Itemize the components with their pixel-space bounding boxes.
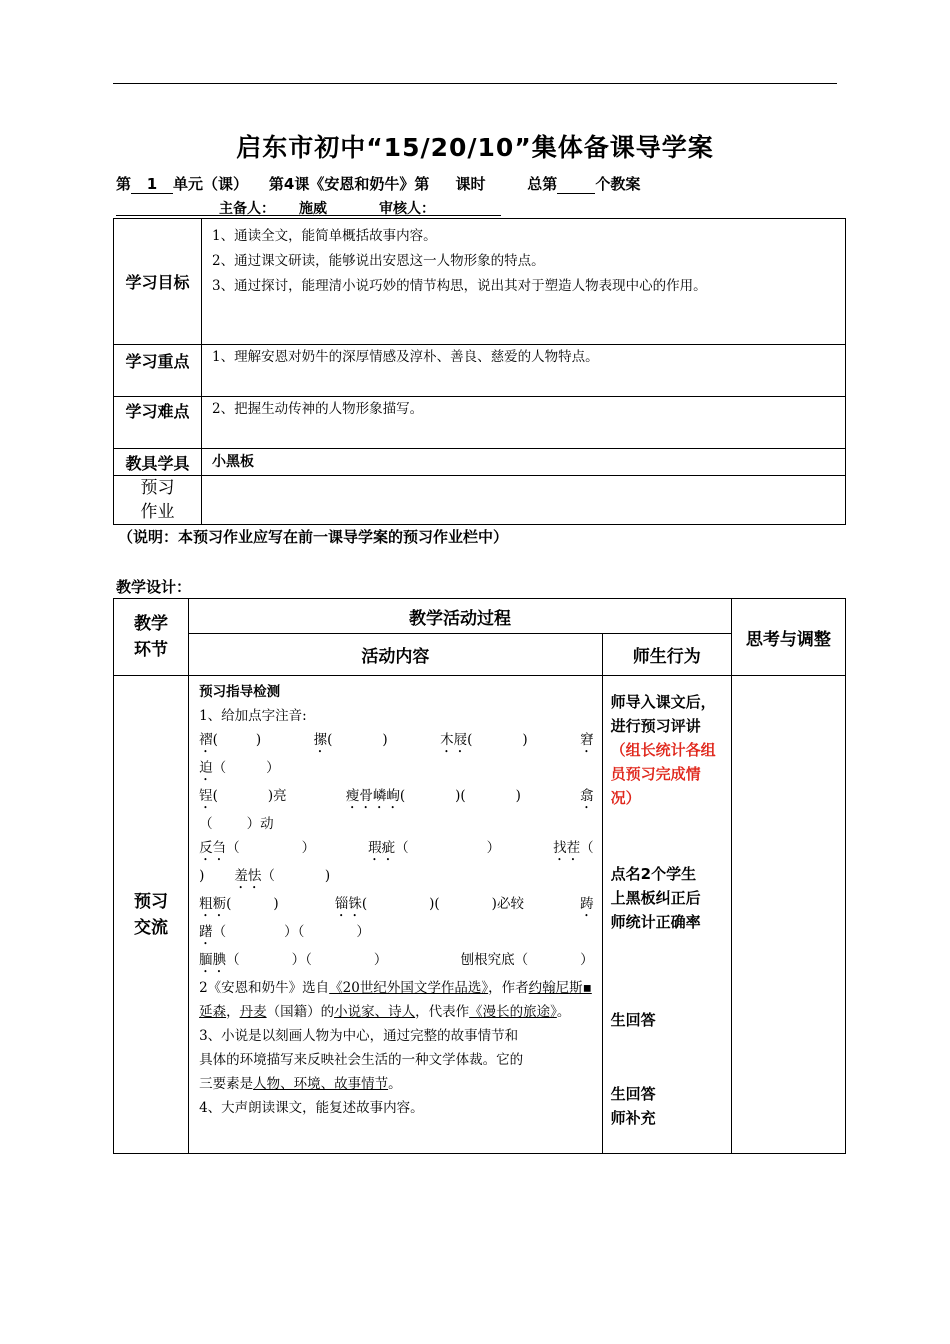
behavior-header: 师生行为 xyxy=(602,634,731,676)
q1-line: 锃( )亮 瘦骨嶙峋( )( ) 翕 xyxy=(199,788,594,804)
behavior-cell: 师导入课文后， 进行预习评讲 （组长统计各组 员预习完成情 况） 点名2个学生 上黑板纠正后 师统计正确率 生回答 生回答 师补充 xyxy=(602,676,731,1154)
reviewer-label: 审核人： xyxy=(379,201,435,217)
stage-line: 预习 xyxy=(134,891,169,912)
page-title: 启东市初中“15/20/10”集体备课导学案 xyxy=(236,133,714,162)
objectives-table xyxy=(113,218,846,525)
reflect-header: 思考与调整 xyxy=(731,599,845,676)
process-header: 教学活动过程 xyxy=(189,599,732,634)
goal-item: 1、通读全文，能简单概括故事内容。 xyxy=(212,228,437,244)
goal-item: 3、通过探讨，能理清小说巧妙的情节构思，说出其对于塑造人物表现中心的作用。 xyxy=(212,278,707,294)
difficulty-label: 学习难点 xyxy=(114,397,202,449)
preparer-label: 主备人： xyxy=(219,201,275,217)
stage-header-line: 环节 xyxy=(134,640,169,660)
q3-line: 具体的环境描写来反映社会生活的一种文学体裁。它的 xyxy=(199,1052,524,1068)
content-header: 活动内容 xyxy=(189,634,603,676)
tools-label: 教具学具 xyxy=(114,449,202,476)
section-title: 预习指导检测 xyxy=(199,684,281,700)
q1-title: 1、给加点字注音: xyxy=(199,708,307,724)
q1-line: 腼腆（ ）（ ） 刨根究底（ ） xyxy=(199,952,594,968)
preview-label-line: 作业 xyxy=(140,502,175,522)
preparer-name: 施威 xyxy=(299,201,327,217)
tools-text: 小黑板 xyxy=(202,449,846,476)
q1-line: 褶( ) 摞( ) 木屐( ) 窘 xyxy=(199,732,594,748)
total-prefix: 总第 xyxy=(527,175,558,193)
note-text: （说明：本预习作业应写在前一课导学案的预习作业栏中） xyxy=(118,528,509,546)
q1-line: 反刍（ ） 瑕疵（ ） 找茬（ xyxy=(199,840,594,856)
difficulty-text: 2、把握生动传神的人物形象描写。 xyxy=(202,397,846,449)
preview-content xyxy=(202,476,846,525)
q1-line: 躇（ ）（ ） xyxy=(199,924,370,940)
preview-label-line: 预习 xyxy=(140,478,175,498)
goals-cell xyxy=(202,219,846,345)
stage-line: 交流 xyxy=(134,917,169,938)
unit-line xyxy=(116,173,640,194)
preview-label xyxy=(114,476,202,525)
key-point-text: 1、理解安恩对奶牛的深厚情感及淳朴、善良、慈爱的人物特点。 xyxy=(202,345,846,397)
activity-content xyxy=(189,676,603,1154)
stage-header xyxy=(114,599,189,676)
preparer-line xyxy=(116,198,501,216)
unit-prefix: 第 xyxy=(116,175,132,193)
q3-line: 三要素是人物、环境、故事情节。 xyxy=(199,1076,402,1092)
stage-header-line: 教学 xyxy=(134,614,169,634)
q3-line: 3、小说是以刻画人物为中心，通过完整的故事情节和 xyxy=(199,1028,519,1044)
q1-line: 粗粝( ) 锱铢( )( )必较 踌 xyxy=(199,896,594,912)
lesson-text: 第4课《安恩和奶牛》第 xyxy=(268,175,430,193)
total-blank xyxy=(557,175,595,194)
q2-text: 2《安恩和奶牛》选自《20世纪外国文学作品选》，作者约翰尼斯▪延森，丹麦（国籍）的小说家、诗人，代表作《漫长的旅途》。 xyxy=(199,980,592,1020)
total-suffix: 个教案 xyxy=(595,175,641,193)
stage-cell xyxy=(114,676,189,1154)
design-label: 教学设计： xyxy=(116,578,192,596)
period-text: 课时 xyxy=(455,175,486,193)
goals-label: 学习目标 xyxy=(114,219,202,345)
q4-text: 4、大声朗读课文，能复述故事内容。 xyxy=(199,1100,424,1116)
key-point-label: 学习重点 xyxy=(114,345,202,397)
unit-suffix: 单元（课） xyxy=(173,175,249,193)
top-rule xyxy=(113,83,837,84)
reflect-cell xyxy=(731,676,845,1154)
unit-number: 1 xyxy=(131,175,173,194)
design-table xyxy=(113,598,846,1154)
goal-item: 2、通过课文研读，能够说出安恩这一人物形象的特点。 xyxy=(212,253,545,269)
q1-line: （ ）动 xyxy=(199,816,274,832)
q1-line: 迫（ ） xyxy=(199,760,280,776)
q1-line: ) 羞怯（ ) xyxy=(199,868,331,884)
